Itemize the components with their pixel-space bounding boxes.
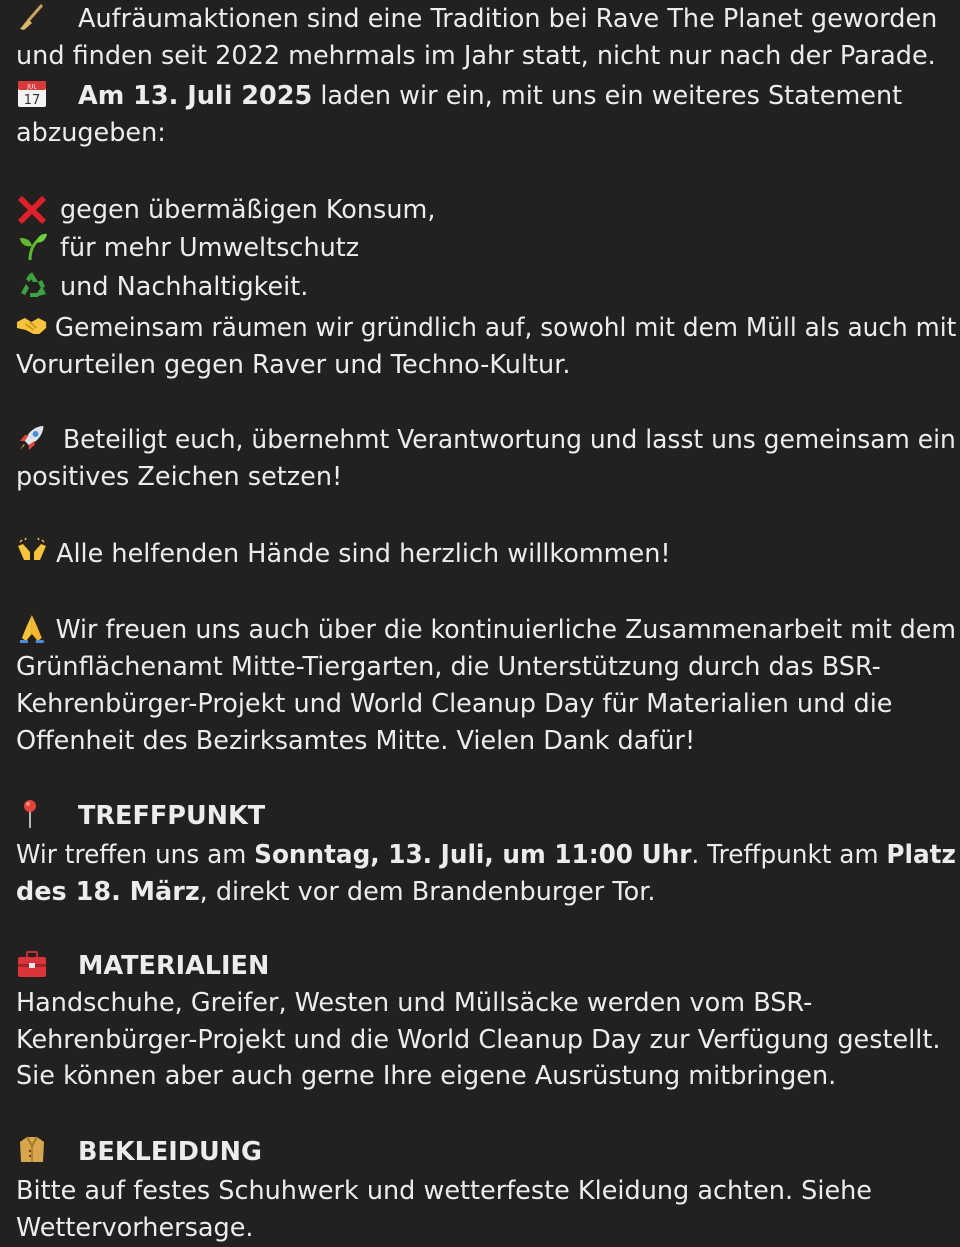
materials-line-1 (16, 985, 812, 1022)
materials-line-2 (16, 1022, 940, 1059)
welcome-line (16, 536, 671, 573)
intro-line-1 (16, 1, 937, 38)
thanks-line-3 (16, 686, 893, 723)
date-text: laden wir ein, mit uns ein weiteres Statement (312, 81, 903, 111)
point-consumption-text: gegen übermäßigen Konsum, (60, 195, 436, 225)
meeting-title: TREFFPUNKT (78, 801, 266, 831)
thanks-text-4: Offenheit des Bezirksamtes Mitte. Vielen Dank dafür! (16, 726, 696, 756)
materials-title: MATERIALIEN (78, 951, 270, 981)
calendar-icon (16, 78, 74, 112)
thanks-text-3: Kehrenbürger-Projekt und World Cleanup Day für Materialien und die (16, 689, 893, 719)
together-line-1 (16, 310, 956, 347)
materials-text-3: Sie können aber auch gerne Ihre eigene Ausrüstung mitbringen. (16, 1061, 837, 1091)
together-text-1: Gemeinsam räumen wir gründlich auf, sowohl mit dem Müll als auch mit (54, 313, 957, 343)
intro-line-2 (16, 38, 936, 75)
meeting-heading (16, 798, 265, 835)
meeting-line-1 (16, 837, 956, 874)
meeting-line-2 (16, 874, 655, 911)
participate-text-1: Beteiligt euch, übernehmt Verantwortung und lasst uns gemeinsam ein (62, 425, 956, 455)
broom-icon (16, 1, 74, 35)
point-sustainability (16, 269, 308, 306)
clothing-title: BEKLEIDUNG (78, 1137, 262, 1167)
thanks-line-4 (16, 723, 695, 760)
date-line (16, 78, 902, 115)
handshake-icon (16, 310, 51, 344)
intro-text-1: Aufräumaktionen sind eine Tradition bei Rave The Planet geworden (78, 4, 938, 34)
point-environment (16, 230, 359, 267)
meeting-place-1: Platz (886, 840, 956, 870)
date-line-2 (16, 115, 166, 152)
rocket-icon (16, 422, 59, 456)
clothing-heading (16, 1134, 262, 1171)
meeting-mid: . Treffpunkt am (691, 840, 887, 870)
meeting-time: Sonntag, 13. Juli, um 11:00 Uhr (254, 840, 692, 870)
folded-hands-icon (16, 612, 52, 646)
recycle-icon (16, 269, 56, 303)
toolbox-icon (16, 948, 74, 982)
calendar-month: JUL (27, 83, 37, 91)
materials-text-2: Kehrenbürger-Projekt und die World Cleanup Day zur Verfügung gestellt. (16, 1025, 941, 1055)
point-sustainability-text: und Nachhaltigkeit. (60, 272, 309, 302)
thanks-line-1 (16, 612, 956, 649)
participate-text-2: positives Zeichen setzen! (16, 462, 343, 492)
materials-line-3 (16, 1058, 836, 1095)
together-line-2 (16, 347, 570, 384)
clothing-line-1 (16, 1173, 872, 1210)
materials-text-1: Handschuhe, Greifer, Westen und Müllsäcke werden vom BSR- (16, 988, 813, 1018)
intro-text-2: und finden seit 2022 mehrmals im Jahr statt, nicht nur nach der Parade. (16, 41, 936, 71)
together-text-2: Vorurteilen gegen Raver und Techno-Kultur. (16, 350, 571, 380)
seedling-icon (16, 230, 56, 264)
participate-line-1 (16, 422, 956, 459)
open-hands-icon (16, 536, 52, 570)
clothing-text-1: Bitte auf festes Schuhwerk und wetterfeste Kleidung achten. Siehe (16, 1176, 872, 1206)
thanks-line-2 (16, 649, 881, 686)
thanks-text-1: Wir freuen uns auch über die kontinuierliche Zusammenarbeit mit dem (55, 615, 956, 645)
thanks-text-2: Grünflächenamt Mitte-Tiergarten, die Unterstützung durch das BSR- (16, 652, 881, 682)
participate-line-2 (16, 459, 342, 496)
point-environment-text: für mehr Umweltschutz (60, 233, 360, 263)
pushpin-icon (16, 798, 74, 832)
event-date: Am 13. Juli 2025 (78, 81, 313, 111)
point-consumption (16, 192, 435, 229)
coat-icon (16, 1134, 74, 1168)
materials-heading (16, 948, 269, 985)
cross-mark-icon (16, 192, 56, 226)
meeting-place-2: des 18. März (16, 877, 200, 907)
date-text-2: abzugeben: (16, 118, 166, 148)
clothing-line-2 (16, 1210, 254, 1247)
calendar-day: 17 (23, 93, 41, 108)
meeting-post: , direkt vor dem Brandenburger Tor. (199, 877, 656, 907)
meeting-pre: Wir treffen uns am (16, 840, 255, 870)
welcome-text: Alle helfenden Hände sind herzlich willkommen! (56, 539, 671, 569)
clothing-text-2: Wettervorhersage. (16, 1213, 254, 1243)
